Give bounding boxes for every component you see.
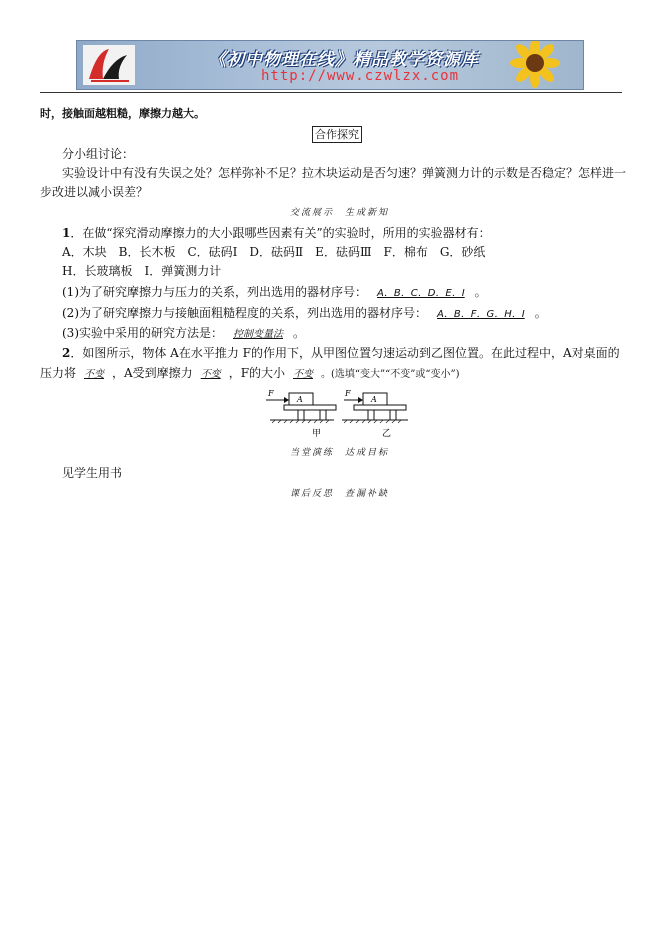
- header-banner: [76, 40, 584, 90]
- subquestion-1: [62, 285, 487, 301]
- figure-left-panel: [266, 389, 336, 439]
- figure-caption-left: 甲: [312, 429, 322, 439]
- site-logo-icon: [83, 45, 135, 85]
- punctuation: 。: [534, 306, 547, 320]
- question-1-stem: [62, 226, 491, 241]
- subquestion-3: [62, 326, 305, 342]
- question-text: ，F的大小: [228, 366, 286, 380]
- equipment-list-line: A．木块 B．长木板 C．砝码Ⅰ D．砝码Ⅱ E．砝码Ⅲ F．棉布 G．砂纸: [62, 245, 486, 259]
- subquestion-text: (3)实验中采用的研究方法是：: [62, 326, 223, 340]
- question-2-line2: [40, 366, 460, 382]
- question-number: 2: [62, 346, 71, 360]
- block-label: A: [371, 395, 377, 404]
- student-book-note: 见学生用书: [62, 466, 123, 480]
- figure-right-panel: [342, 389, 408, 439]
- block-label: A: [297, 395, 303, 404]
- question-text: ．在做“探究滑动摩擦力的大小跟哪些因素有关”的实验时，所用的实验器材有：: [70, 226, 491, 240]
- answer-blank: 不变: [84, 369, 105, 380]
- answer-blank: 控制变量法: [233, 329, 283, 340]
- subquestion-2: [62, 306, 547, 322]
- table-top: [354, 405, 406, 410]
- sunflower-icon: [487, 41, 577, 89]
- answer-blank: 不变: [293, 369, 314, 380]
- subquestion-text: (2)为了研究摩擦力与接触面粗糙程度的关系，列出选用的器材序号：: [62, 306, 428, 320]
- force-label: F: [345, 389, 351, 398]
- answer-blank: 不变: [200, 369, 221, 380]
- table-top: [284, 405, 336, 410]
- subheading-exchange: 交流展示 生成新知: [290, 208, 390, 218]
- question-text: ，A受到摩擦力: [112, 366, 193, 380]
- group-discussion-label: 分小组讨论：: [62, 147, 135, 161]
- banner-url[interactable]: http://www.czwlzx.com: [261, 68, 460, 84]
- question-2-stem: [62, 346, 620, 361]
- banner-title: 《初中物理在线》精品教学资源库: [209, 50, 479, 70]
- question-text: 压力将: [40, 366, 77, 380]
- force-label: F: [268, 389, 274, 398]
- friction-figure: [262, 386, 412, 442]
- punctuation: 。: [293, 326, 306, 340]
- question-text: 。(选填“变大”“不变”或“变小”): [321, 369, 460, 380]
- question-number: 1: [62, 226, 71, 240]
- paragraph-line: 步改进以减小误差？: [40, 185, 149, 199]
- section-title-box: 合作探究: [312, 126, 362, 143]
- previous-line: 时，接触面越粗糙，摩擦力越大。: [40, 107, 205, 120]
- equipment-list-line: H．长玻璃板 I．弹簧测力计: [62, 264, 222, 278]
- header-divider: [40, 92, 622, 93]
- punctuation: 。: [474, 285, 487, 299]
- figure-caption-right: 乙: [382, 429, 392, 439]
- answer-blank: A．B．C．D．E．I: [377, 288, 465, 299]
- subheading-practice: 当堂演练 达成目标: [290, 448, 390, 458]
- paragraph-line: 实验设计中有没有失误之处？怎样弥补不足？拉木块运动是否匀速？弹簧测力计的示数是否稳定？怎样进一: [62, 166, 627, 180]
- question-text: ．如图所示，物体 A在水平推力 F的作用下，从甲图位置匀速运动到乙图位置。在此过程中，A对桌面的: [70, 346, 620, 360]
- subquestion-text: (1)为了研究摩擦力与压力的关系，列出选用的器材序号：: [62, 285, 368, 299]
- subheading-reflection: 课后反思 查漏补缺: [290, 489, 390, 499]
- answer-blank: A．B．F．G．H．I: [437, 309, 525, 320]
